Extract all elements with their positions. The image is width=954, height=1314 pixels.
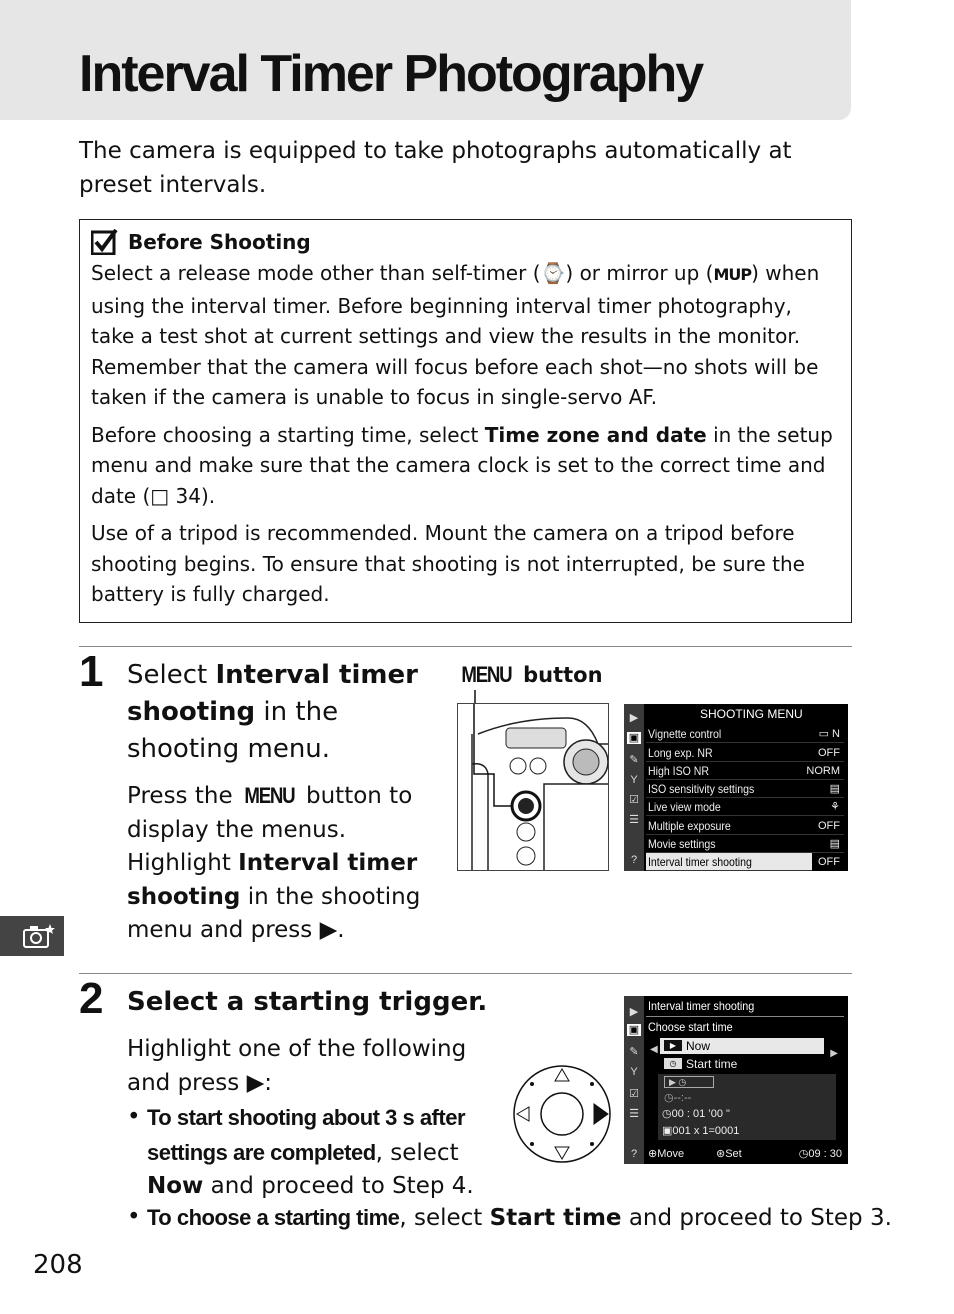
move-hint-label: Move	[657, 1148, 685, 1160]
menu-word: MENU	[461, 662, 512, 687]
note-heading	[91, 226, 839, 258]
chapter-tab	[0, 916, 64, 956]
start-time-readout: ◷--:--	[664, 1092, 692, 1104]
help-icon: ?	[630, 1148, 638, 1160]
menu-item-value: ▤	[829, 783, 840, 795]
bullet-dot: •	[127, 1104, 141, 1130]
bullet-now	[127, 1101, 497, 1204]
menu-item-label: Long exp. NR	[648, 746, 713, 760]
note-p2-bold: Time zone and date	[484, 422, 707, 447]
camera-back-illustration	[457, 703, 609, 871]
wrench-tab-icon: Y	[630, 1066, 638, 1078]
menu-item[interactable]	[646, 835, 844, 853]
set-hint-label: Set	[725, 1148, 742, 1160]
divider	[79, 973, 852, 974]
option-start-time-label: Start time	[686, 1057, 738, 1071]
my-menu-tab-icon: ☰	[629, 1108, 639, 1120]
checkmark-icon	[91, 229, 118, 255]
bullet-start-time-b: and proceed to Step 3.	[621, 1205, 892, 1231]
menu-item-label: ISO sensitivity settings	[648, 782, 755, 796]
bullet-dot: •	[127, 1204, 141, 1230]
step-1-body-d: .	[337, 917, 345, 943]
interval-timer-screen	[624, 996, 848, 1164]
page-number: 208	[33, 1250, 83, 1280]
note-p2-c: ).	[200, 483, 216, 508]
menu-item-value: OFF	[818, 747, 840, 759]
wrench-tab-icon: Y	[630, 774, 638, 786]
right-arrow-icon: ▶	[319, 917, 338, 943]
self-timer-icon: ⌚	[540, 261, 566, 285]
note-paragraph-1	[91, 258, 839, 413]
pencil-tab-icon: ✎	[629, 754, 639, 766]
settings-summary	[658, 1074, 836, 1140]
menu-item-value: ⚘	[830, 801, 840, 813]
pencil-tab-icon: ✎	[629, 1046, 639, 1058]
step-1-head-a: Select	[127, 660, 216, 690]
bullet-start-time	[127, 1201, 892, 1236]
option-now-label: Now	[686, 1039, 711, 1053]
step-2-body	[127, 1033, 487, 1100]
playback-tab-icon: ▶	[629, 712, 639, 724]
playback-tab-icon: ▶	[629, 1006, 639, 1018]
camera-drawing	[458, 704, 609, 871]
camera-menu-icon	[22, 922, 56, 950]
note-paragraph-3: Use of a tripod is recommended. Mount the camera on a tripod before shooting begins. To ensure that shooting is not interrupted, be sure the battery is fully charged.	[91, 521, 805, 606]
menu-item-label: Movie settings	[648, 837, 716, 851]
step-2-body-a: Highlight one of the following and press	[127, 1036, 467, 1096]
play-icon: ▶	[664, 1040, 682, 1051]
menu-item[interactable]	[646, 725, 844, 743]
bullet-now-condition: To start shooting about 3 s after settings are completed	[147, 1105, 466, 1165]
menu-item-label: Live view mode	[648, 800, 721, 814]
option-start-time[interactable]	[660, 1056, 824, 1072]
step-1-body-c: in the shooting menu and press	[127, 883, 421, 943]
menu-item-label: Multiple exposure	[648, 819, 731, 833]
page-ref: □ 34	[150, 483, 201, 508]
left-arrow-icon: ◀	[650, 1044, 658, 1055]
menu-item-value: ▭ N	[818, 728, 840, 740]
menu-button-glyph: MENU	[244, 783, 295, 808]
timer-icon: ◷	[664, 1058, 682, 1069]
menu-item-label: High ISO NR	[648, 764, 710, 778]
bullet-now-a: , select	[375, 1139, 459, 1166]
step-1-head-bold: Interval timer shooting	[127, 660, 418, 727]
right-arrow-icon: ▶	[246, 1069, 265, 1096]
menu-title: SHOOTING MENU	[700, 707, 803, 721]
menu-item[interactable]	[646, 744, 844, 762]
bullet-now-b: and proceed to Step 4.	[203, 1173, 474, 1199]
right-arrow-icon: ▶	[830, 1048, 838, 1059]
my-menu-tab-icon: ☰	[629, 814, 639, 826]
note-p2-a: Before choosing a starting time, select	[91, 422, 485, 447]
menu-item-value: ▤	[829, 838, 840, 850]
note-p1-a: Select a release mode other than self-timer (	[91, 261, 541, 285]
menu-item[interactable]	[646, 817, 844, 835]
retouch-tab-icon: ☑	[629, 794, 639, 806]
step-2-number: 2	[79, 974, 104, 1023]
multi-selector-icon	[510, 1062, 614, 1166]
menu-button-label	[457, 662, 603, 688]
menu-item-highlighted[interactable]	[646, 853, 812, 871]
note-paragraph-2	[91, 420, 839, 512]
interval-value: 00 : 01 ’00 "	[671, 1108, 730, 1120]
menu-side-tabs	[624, 996, 644, 1164]
help-icon: ?	[630, 854, 638, 866]
divider	[79, 646, 852, 647]
step-1-body	[127, 779, 432, 948]
start-time-value: --:--	[673, 1092, 692, 1104]
step-2-heading: Select a starting trigger.	[127, 987, 488, 1017]
shot-count-value: 001 x 1=0001	[672, 1125, 740, 1137]
clock-value: 09 : 30	[808, 1148, 842, 1160]
option-now[interactable]	[660, 1038, 824, 1054]
menu-item-value: NORM	[806, 765, 840, 777]
bullet-start-time-condition: To choose a starting time	[147, 1205, 400, 1230]
bullet-now-text	[127, 1101, 497, 1204]
page-title: Interval Timer Photography	[79, 45, 703, 103]
shot-count-readout: ▣001 x 1=0001	[662, 1125, 740, 1137]
bullet-now-bold: Now	[147, 1173, 204, 1199]
screen-subtitle: Choose start time	[648, 1020, 733, 1034]
menu-item[interactable]	[646, 780, 844, 798]
note-p2-b: in the setup menu and make sure that the camera clock is set to the correct time and date (	[91, 422, 833, 508]
step-2-body-b: :	[264, 1069, 273, 1096]
step-1-body-a: Press the	[127, 783, 240, 809]
set-hint: ⊛Set	[716, 1148, 742, 1160]
screen-title: Interval timer shooting	[648, 999, 755, 1013]
menu-item-label: Interval timer shooting	[648, 855, 752, 869]
bullet-start-time-a: , select	[399, 1205, 490, 1231]
step-1-number: 1	[79, 647, 104, 696]
interval-readout: ◷00 : 01 ’00 "	[662, 1108, 730, 1120]
screen-footer	[646, 1146, 846, 1162]
menu-side-tabs	[624, 704, 644, 871]
step-1-body-bold: Interval timer shooting	[127, 850, 418, 910]
before-shooting-note	[79, 219, 852, 623]
bullet-start-time-bold: Start time	[489, 1205, 622, 1231]
note-heading-text: Before Shooting	[128, 229, 311, 254]
step-1-heading	[127, 657, 427, 768]
move-hint: ⊕Move	[648, 1148, 685, 1160]
menu-item-value: OFF	[818, 856, 840, 868]
step-1-body-b: button to display the menus. Highlight	[127, 783, 413, 876]
note-p1-c: ) when using the interval timer. Before beginning interval timer photography, take a test shot at current settings and view the results in the monitor. Remember that the camera will focus before each shot—no shots will be taken if the camera is unable to focus in single-servo AF.	[91, 261, 820, 409]
note-p1-b: ) or mirror up (	[565, 261, 714, 285]
menu-item-label: Vignette control	[648, 727, 722, 741]
camera-tab-icon: ▣	[628, 732, 640, 744]
step-1-head-b: in the shooting menu.	[127, 697, 339, 764]
trigger-icons: ▶ ◷	[664, 1076, 714, 1088]
camera-tab-icon: ▣	[628, 1024, 640, 1036]
menu-item-value: OFF	[818, 820, 840, 832]
mirror-up-icon: MUP	[713, 265, 752, 284]
retouch-tab-icon: ☑	[629, 1088, 639, 1100]
shooting-menu-screen	[624, 704, 848, 871]
bullet-start-time-text	[127, 1201, 892, 1236]
menu-item[interactable]	[646, 762, 844, 780]
title-rule	[646, 1016, 844, 1017]
menu-item[interactable]	[646, 798, 844, 816]
menu-button-label-text: button	[515, 663, 603, 687]
clock-readout: ◷09 : 30	[798, 1148, 842, 1160]
intro-text: The camera is equipped to take photographs automatically at preset intervals.	[79, 138, 792, 198]
